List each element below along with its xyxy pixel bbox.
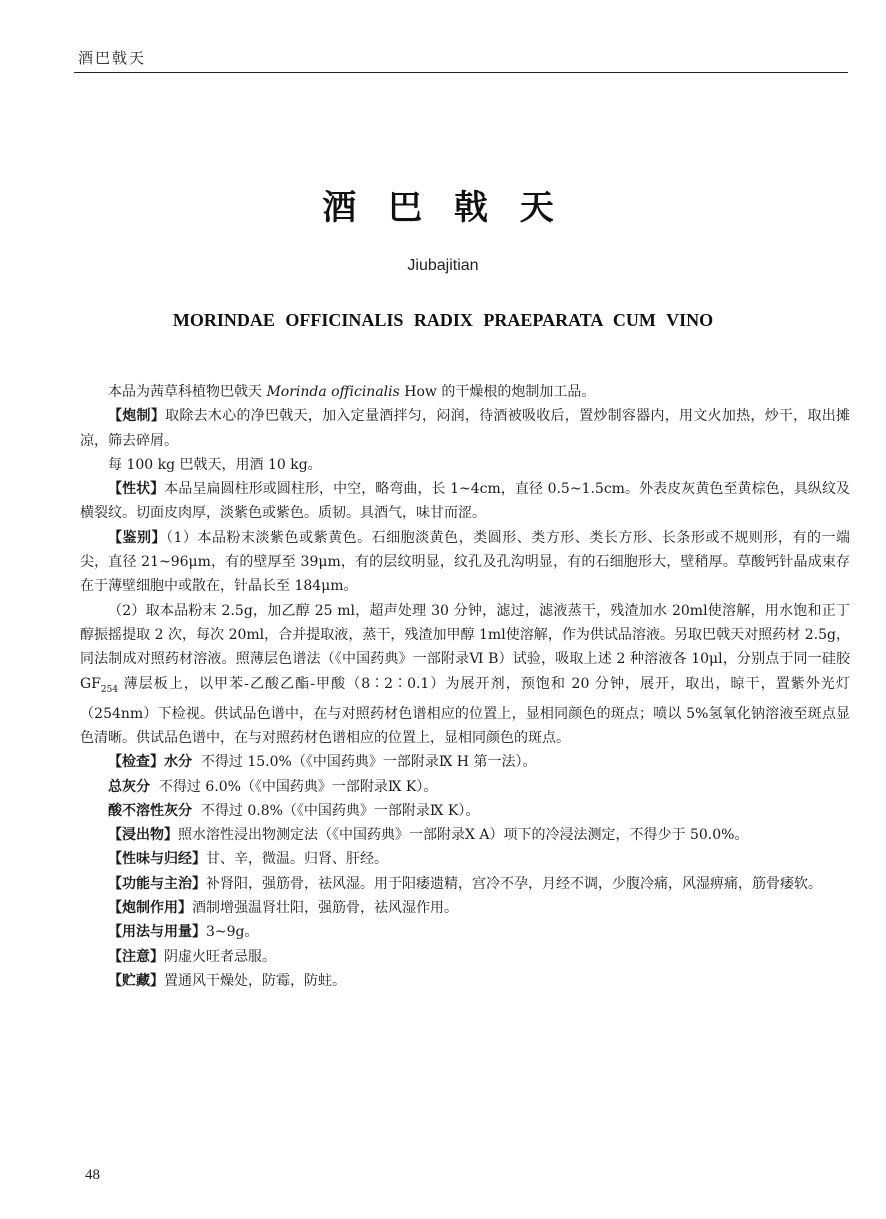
monograph-title-latin: MORINDAE OFFICINALIS RADIX PRAEPARATA CUM VINO	[172, 310, 714, 330]
identification-item-2-text: （2）取本品粉末 2.5g，加乙醇 25 ml，超声处理 30 分钟，滤过，滤液蒸干，残渣加水 20ml使溶解，用水饱和正丁醇振摇提取 2 次，每次 20ml，合并提取液，蒸干，残渣加甲醇 1ml使溶解，作为供试品溶液。另取巴戟天对照药材 2.5g，同法制成对照药材溶液。照薄层色谱法（《中国药典》一部附录Ⅵ B）试验，吸取上述 2 种溶液各 10μl，分别点于同一硅胶 GF	[80, 602, 850, 692]
effect-section	[80, 896, 850, 920]
caution-text: 阴虚火旺者忌服。	[164, 948, 276, 965]
water-text: 不得过 15.0%（《中国药典》一部附录Ⅸ H 第一法）。	[200, 754, 537, 771]
description-text: 本品呈扁圆柱形或圆柱形，中空，略弯曲，长 1~4cm，直径 0.5~1.5cm。外表皮灰黄色至黄棕色，具纵纹及横裂纹。切面皮肉厚，淡紫色或紫色。质韧。具酒气，味甘而涩。	[80, 481, 851, 522]
usage-text: 3~9g。	[206, 924, 259, 941]
identification-item-2-text-end: 薄层板上，以甲苯-乙酸乙酯-甲酸（8∶2∶0.1）为展开剂，预饱和 20 分钟，展开，取出，晾干，置紫外光灯（254nm）下检视。供试品色谱中，在与对照药材色谱相应的位置上，显相同颜色的斑点；喷以 5%氢氧化钠溶液至斑点显色清晰。供试品色谱中，在与对照药材色谱相应的位置上，显相同颜色的斑点。	[80, 675, 850, 746]
identification-label: 【鉴别】	[108, 529, 167, 546]
page-number: 48	[85, 1167, 100, 1183]
intro-text-end: How 的干燥根的炮制加工品。	[399, 384, 596, 400]
header-divider	[74, 72, 848, 73]
acid-ash-row	[80, 799, 850, 823]
identification-item-1: （1）本品粉末淡紫色或紫黄色。石细胞淡黄色，类圆形、类方形、类长方形、长条形或不规则形，有的一端尖，直径 21~96μm，有的壁厚至 39μm，有的层纹明显，纹孔及孔沟明显，有的石细胞形大，壁稍厚。草酸钙针晶成束存在于薄壁细胞中或散在，针晶长至 184μm。	[80, 529, 850, 595]
monograph-title-chinese: 酒 巴 戟 天	[322, 188, 564, 228]
nature-text: 甘、辛，微温。归肾、肝经。	[206, 851, 388, 868]
storage-text: 置通风干燥处，防霉，防蛀。	[164, 972, 346, 989]
extract-section	[80, 823, 850, 847]
inspection-label: 【检查】	[108, 754, 164, 771]
processing-text: 取除去木心的净巴戟天，加入定量酒拌匀，闷润，待酒被吸收后，置炒制容器内，用文火加热，炒干，取出摊凉，筛去碎屑。	[80, 408, 851, 449]
acid-ash-text: 不得过 0.8%（《中国药典》一部附录Ⅸ K）。	[200, 802, 480, 819]
function-label: 【功能与主治】	[108, 875, 206, 892]
running-header: 酒巴戟天	[78, 49, 147, 67]
ash-text: 不得过 6.0%（《中国药典》一部附录Ⅸ K）。	[158, 778, 438, 795]
silica-subscript: 254	[100, 684, 119, 695]
nature-label: 【性味与归经】	[108, 851, 206, 868]
usage-section	[80, 920, 850, 944]
processing-ratio: 每 100 kg 巴戟天，用酒 10 kg。	[108, 456, 322, 473]
processing-label: 【炮制】	[108, 408, 166, 425]
monograph-body	[80, 380, 850, 993]
monograph-title-pinyin: Jiubajitian	[407, 257, 479, 274]
intro-paragraph	[80, 380, 850, 404]
description-section	[80, 477, 850, 526]
acid-ash-label: 酸不溶性灰分	[108, 802, 192, 819]
ash-label: 总灰分	[108, 778, 150, 795]
processing-section	[80, 404, 850, 453]
storage-label: 【贮藏】	[108, 972, 164, 989]
species-name: Morinda officinalis	[266, 384, 400, 400]
water-label: 水分	[164, 754, 192, 771]
ash-row	[80, 775, 850, 799]
inspection-section	[80, 750, 850, 774]
usage-label: 【用法与用量】	[108, 924, 206, 941]
effect-label: 【炮制作用】	[108, 900, 192, 917]
identification-item-2	[80, 599, 850, 751]
description-label: 【性状】	[108, 481, 165, 498]
identification-section	[80, 526, 850, 599]
extract-label: 【浸出物】	[108, 827, 178, 844]
intro-text: 本品为茜草科植物巴戟天	[108, 384, 267, 400]
extract-text: 照水溶性浸出物测定法（《中国药典》一部附录Ⅹ A）项下的冷浸法测定，不得少于 50.0%。	[178, 827, 749, 844]
nature-section	[80, 847, 850, 871]
caution-section	[80, 945, 850, 969]
caution-label: 【注意】	[108, 948, 164, 965]
storage-section	[80, 969, 850, 993]
function-text: 补肾阳，强筋骨，祛风湿。用于阳痿遗精，宫冷不孕，月经不调，少腹冷痛，风湿痹痛，筋骨痿软。	[206, 875, 822, 892]
effect-text: 酒制增强温肾壮阳，强筋骨，祛风湿作用。	[192, 900, 458, 917]
function-section	[80, 872, 850, 896]
